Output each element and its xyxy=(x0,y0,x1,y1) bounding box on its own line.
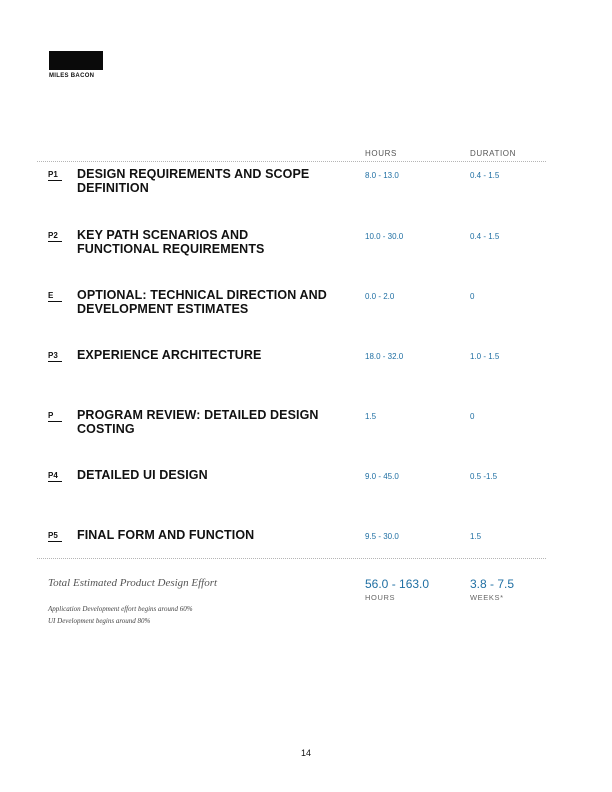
bottom-divider xyxy=(37,558,546,559)
total-hours-unit: HOURS xyxy=(365,593,396,602)
phase-duration: 1.0 - 1.5 xyxy=(470,352,500,361)
footnote: UI Development begins around 80% xyxy=(48,617,151,625)
phase-code: P5 xyxy=(48,532,62,542)
phase-title: PROGRAM REVIEW: DETAILED DESIGN COSTING xyxy=(77,408,319,436)
total-label: Total Estimated Product Design Effort xyxy=(48,577,218,589)
phase-duration: 0.5 -1.5 xyxy=(470,472,498,481)
phase-title: FINAL FORM AND FUNCTION xyxy=(77,528,255,542)
phase-title: KEY PATH SCENARIOS AND FUNCTIONAL REQUIREMENTS xyxy=(77,228,265,256)
phase-duration: 0.4 - 1.5 xyxy=(470,171,500,180)
phase-duration: 0 xyxy=(470,412,475,421)
phase-hours: 0.0 - 2.0 xyxy=(365,292,395,301)
phase-code: E xyxy=(48,292,62,302)
phase-row xyxy=(0,228,612,272)
hours-column-header: HOURS xyxy=(365,149,397,158)
phase-duration: 1.5 xyxy=(470,532,482,541)
phase-hours: 9.5 - 30.0 xyxy=(365,532,399,541)
phase-hours: 1.5 xyxy=(365,412,377,421)
brand-name: MILES BACON xyxy=(49,73,95,79)
top-divider xyxy=(37,161,546,162)
phase-code: P3 xyxy=(48,352,62,362)
phase-row xyxy=(0,288,612,332)
total-duration-value: 3.8 - 7.5 xyxy=(470,577,515,591)
phase-hours: 9.0 - 45.0 xyxy=(365,472,399,481)
phase-code: P4 xyxy=(48,472,62,482)
phase-row xyxy=(0,408,612,452)
phase-duration: 0 xyxy=(470,292,475,301)
phase-code: P xyxy=(48,412,62,422)
total-duration-unit: WEEKS* xyxy=(470,593,504,602)
phase-code: P2 xyxy=(48,232,62,242)
page-number: 14 xyxy=(300,748,311,758)
phase-hours: 10.0 - 30.0 xyxy=(365,232,404,241)
total-hours-value: 56.0 - 163.0 xyxy=(365,577,430,591)
phase-hours: 8.0 - 13.0 xyxy=(365,171,399,180)
logo-block xyxy=(49,51,103,70)
phase-row xyxy=(0,468,612,512)
phase-title: EXPERIENCE ARCHITECTURE xyxy=(77,348,262,362)
phase-duration: 0.4 - 1.5 xyxy=(470,232,500,241)
duration-column-header: DURATION xyxy=(470,149,516,158)
phase-title: DESIGN REQUIREMENTS AND SCOPE DEFINITION xyxy=(77,167,310,195)
phase-row xyxy=(0,528,612,572)
phase-title: OPTIONAL: TECHNICAL DIRECTION AND DEVELOPMENT ESTIMATES xyxy=(77,288,327,316)
phase-title: DETAILED UI DESIGN xyxy=(77,468,208,482)
phase-row xyxy=(0,167,612,211)
phase-hours: 18.0 - 32.0 xyxy=(365,352,404,361)
phase-row xyxy=(0,348,612,392)
phase-code: P1 xyxy=(48,171,62,181)
footnote: Application Development effort begins around 60% xyxy=(48,605,193,613)
